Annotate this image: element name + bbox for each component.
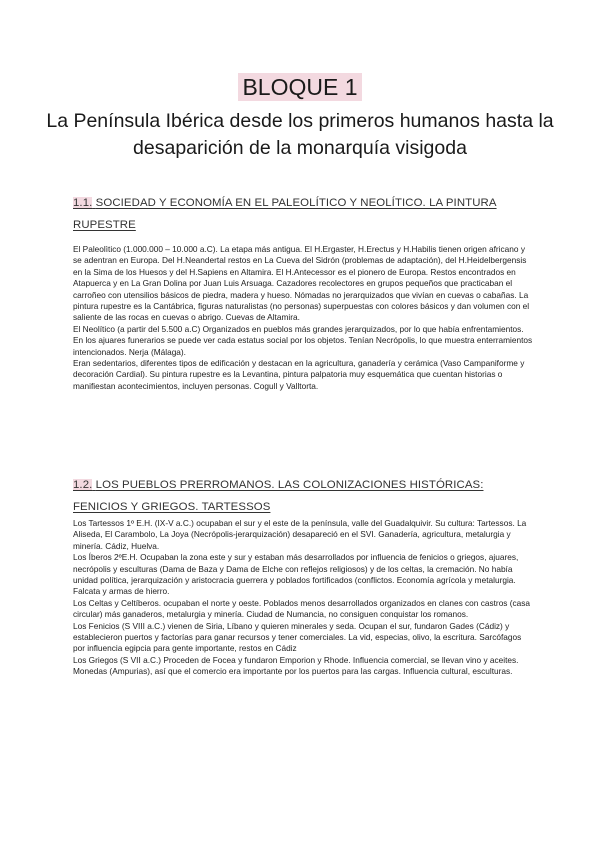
paragraph: Los Griegos (S VII a.C.) Proceden de Focea y fundaron Emporion y Rhode. Influencia comercial, se llevan vino y aceites. Monedas (Ampurias), así que el comercio era importante por los puertos para las cargas. Influencia cultural, esculturas. (73, 654, 519, 677)
section-number: 1.1. (73, 197, 93, 209)
section-number: 1.2. (73, 479, 93, 491)
document-subtitle: La Península Ibérica desde los primeros humanos hasta la desaparición de la monarquía visigoda (46, 110, 554, 159)
paragraph: El Neolítico (a partir del 5.500 a.C) Organizados en pueblos más grandes jerarquizados, por lo que había enfrentamientos. En los ajuares funerarios se puede ver cada estatus social por los objetos. Tenían Necrópolis, lo que muestra enterramientos intencionados. Nerja (Málaga). (73, 323, 533, 357)
paragraph: Los Celtas y Celtíberos. ocupaban el norte y oeste. Poblados menos desarrollados organizados en clanes con castros (casa circular) más ganaderos, metalurgia y minería. Ciudad de Numancia, no consiguen conquistar los romanos. (73, 597, 531, 620)
section-title: LOS PUEBLOS PRERROMANOS. LAS COLONIZACIONES HISTÓRICAS: FENICIOS Y GRIEGOS. TARTESSOS (73, 479, 484, 513)
section-title: SOCIEDAD Y ECONOMÍA EN EL PALEOLÍTICO Y NEOLÍTICO. LA PINTURA RUPESTRE (73, 197, 497, 231)
paragraph: Eran sedentarios, diferentes tipos de edificación y destacan en la agricultura, ganadería y cerámica (Vaso Campaniforme y decoración Cardial). Su pintura rupestre es la Levantina, pintura palpatoria muy esquemática que cuentan historias o manifiestan acontecimientos, incluyen personas. Cogull y Valltorta. (73, 358, 525, 391)
paragraph: Los Íberos 2ºE.H. Ocupaban la zona este y sur y estaban más desarrollados por influencia de fenicios o griegos, ajuares, necrópolis y esculturas (Dama de Baza y Dama de Elche con reflejos religiosos) y de los celtas, la cremación. No había unidad política, jerarquización y aristocracia guerrera y poblados fortificados (conflictos. Economía agrícola y metalurgia. Falcata y armas de hierro. (73, 552, 519, 597)
block-title-text: BLOQUE 1 (238, 73, 361, 101)
section-heading-1-1 (73, 192, 533, 236)
block-title (0, 74, 600, 101)
paragraph: El Paleolìtico (1.000.000 – 10.000 a.C). La etapa más antigua. El H.Ergaster, H.Erectus y H.Habilis tienen origen africano y se adentran en Europa. Del H.Neandertal restos en La Cueva del Sidrón (problemas de adaptación), del H.Heidelbergensis en la Sima de los Huesos y del H.Sapiens en Altamira. El H.Antecessor es el pionero de Europa. Restos encontrados en Atapuerca y en La Gran Dolina por Juan Luis Arsuaga. Cazadores recolectores en grupos pequeños que practicaban el carroñeo con utensilios básicos de piedra, madera y hueso. Nómadas no jerarquizados que vivían en cuevas o cabañas. La pintura rupestre es la Cantábrica, figuras naturalistas (no personas) superpuestas con colores básicos y dan volumen con el saliente de las rocas en cuevas o abrigo. Cuevas de Altamira. (73, 244, 530, 323)
section-heading-1-2 (73, 474, 533, 518)
paragraph: Los Tartessos 1º E.H. (IX-V a.C.) ocupaban el sur y el este de la península, valle del Guadalquivir. Su cultura: Tartessos. La Aliseda, El Carambolo, La Joya (Necrópolis-jerarquización) desapareció en el SVI. Ganadería, agricultura, metalurgia y minería. Cádiz, Huelva. (73, 518, 527, 551)
section-body-1-2 (73, 518, 533, 678)
paragraph: Los Fenicios (S VIII a.C.) vienen de Siria, Líbano y quieren minerales y seda. Ocupan el sur, fundaron Gades (Cádiz) y establecieron puertos y factorías para ganar recursos y tener comerciales. La vid, especias, olivo, la escritura. Sarcófagos por influencia egipcia para gente importante, restos en Cádiz (73, 620, 522, 654)
section-body-1-1 (73, 244, 533, 392)
